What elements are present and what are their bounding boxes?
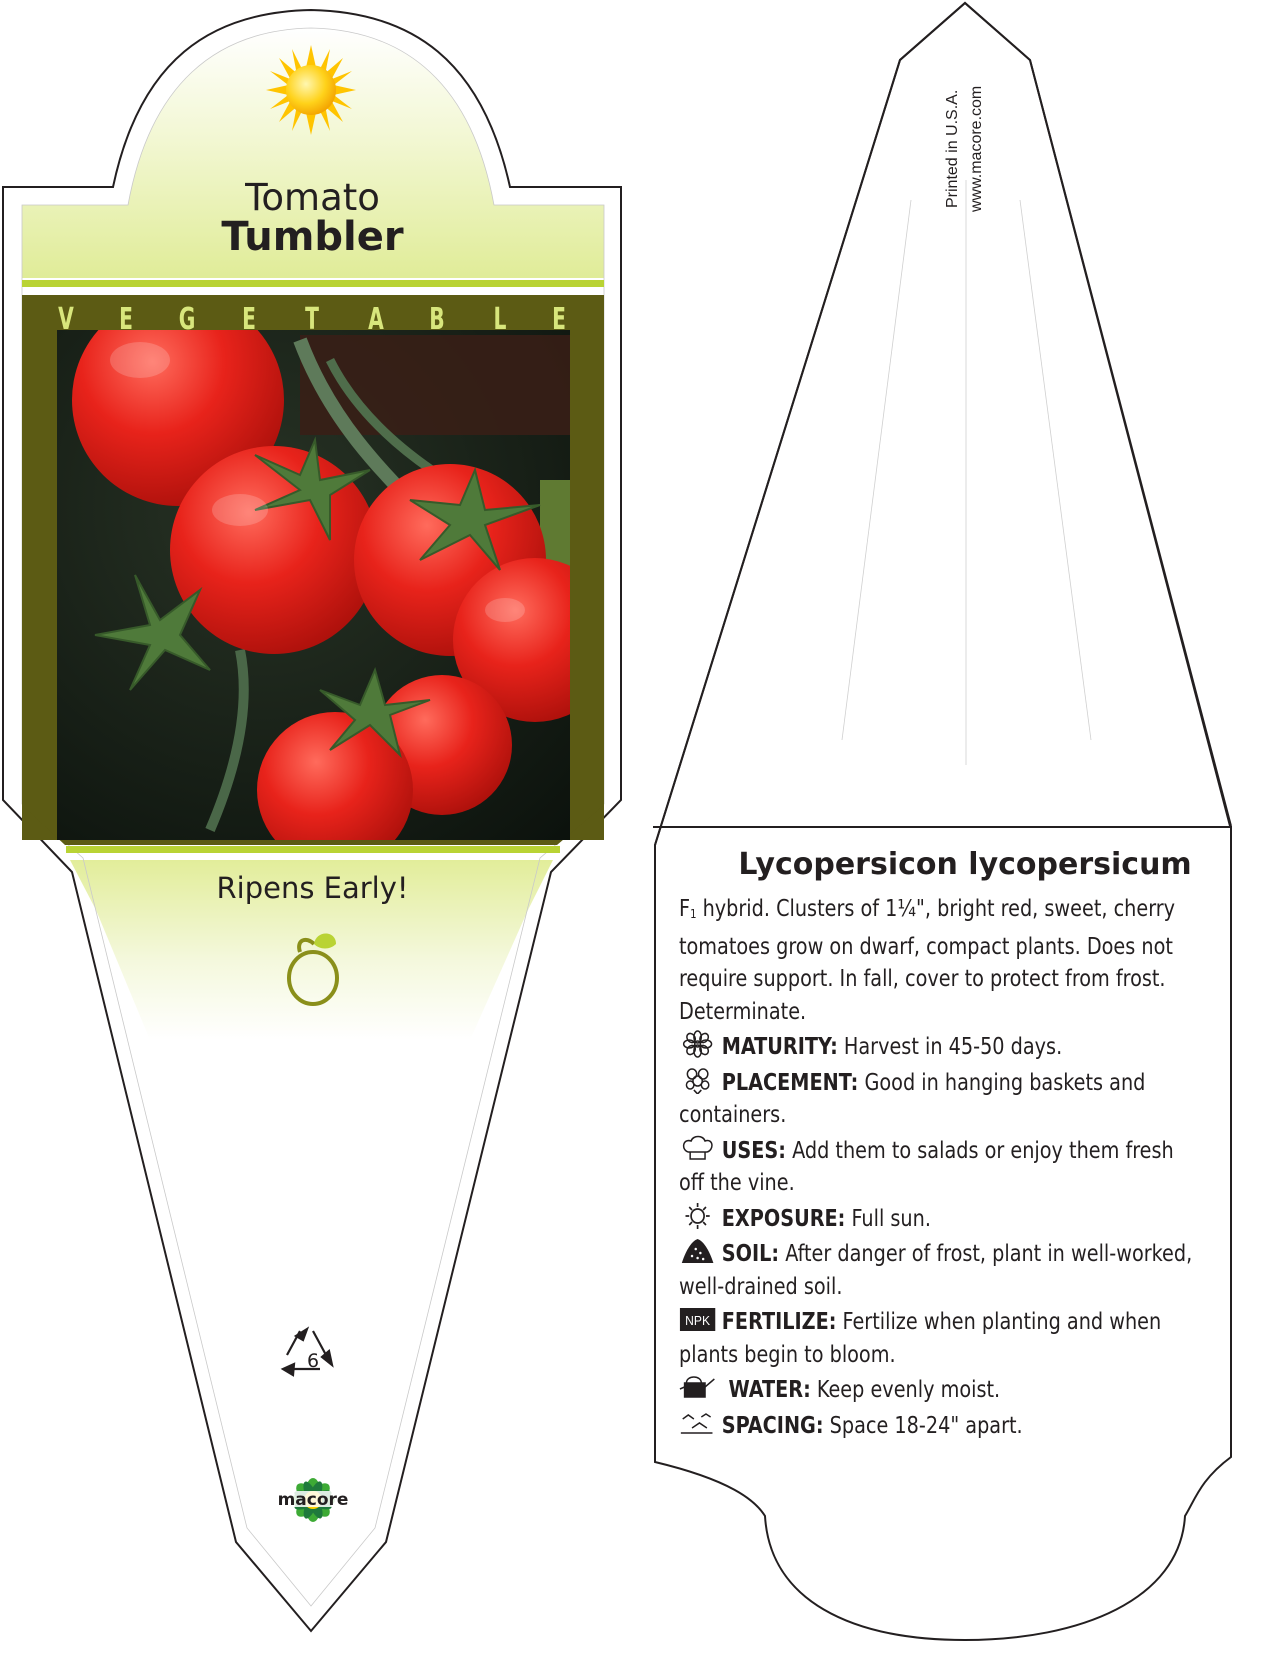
birds-icon [679,1409,716,1435]
npk-icon [679,1305,716,1331]
category-letter: V [58,302,74,337]
category-letter: L [493,302,507,337]
care-water: WATER: Keep evenly moist. [679,1373,1200,1407]
website: www.macore.com [968,85,985,212]
flower-icon [679,1030,716,1056]
care-fertilize: NPK FERTILIZE: Fertilize when planting and when plants begin to bloom. [679,1305,1200,1371]
category-letter: E [242,302,256,337]
watering-can-icon [679,1373,716,1399]
care-exposure: EXPOSURE: Full sun. [679,1202,1200,1236]
product-type: Tomato [245,176,380,219]
npk-text: NPK [685,1313,711,1329]
category-letter: G [178,302,196,337]
brand-name: macore [277,1490,349,1510]
care-spacing: SPACING: Space 18-24" apart. [679,1409,1200,1443]
soil-mound-icon [679,1237,716,1263]
care-instructions [679,893,1200,1444]
chef-hat-icon [679,1134,716,1160]
printed-in: Printed in U.S.A. [944,89,961,208]
variety-name: Tumbler [221,214,404,260]
botanical-name: Lycopersicon lycopersicum [738,847,1192,882]
description: F1 hybrid. Clusters of 1¼", bright red, sweet, cherry tomatoes grow on dwarf, compact plants. Does not require support. In fall, cover to protect from frost. Determinate. [679,896,1176,1025]
category-letter: E [119,302,133,337]
sun-outline-icon [679,1202,716,1228]
recycle-code: 6 [306,1350,320,1372]
category-letter: A [368,302,384,337]
category-letter: E [552,302,566,337]
bouquet-icon [679,1066,716,1092]
category-letter: T [305,302,319,337]
category-letter: B [429,302,445,337]
care-placement: PLACEMENT: Good in hanging baskets and containers. [679,1066,1200,1132]
care-uses: USES: Add them to salads or enjoy them fresh off the vine. [679,1134,1200,1200]
tagline: Ripens Early! [216,871,409,905]
care-soil: SOIL: After danger of frost, plant in well-worked, well-drained soil. [679,1237,1200,1303]
sun-icon [266,45,356,135]
care-maturity: MATURITY: Harvest in 45-50 days. [679,1030,1200,1064]
tomato-photo [57,294,617,868]
